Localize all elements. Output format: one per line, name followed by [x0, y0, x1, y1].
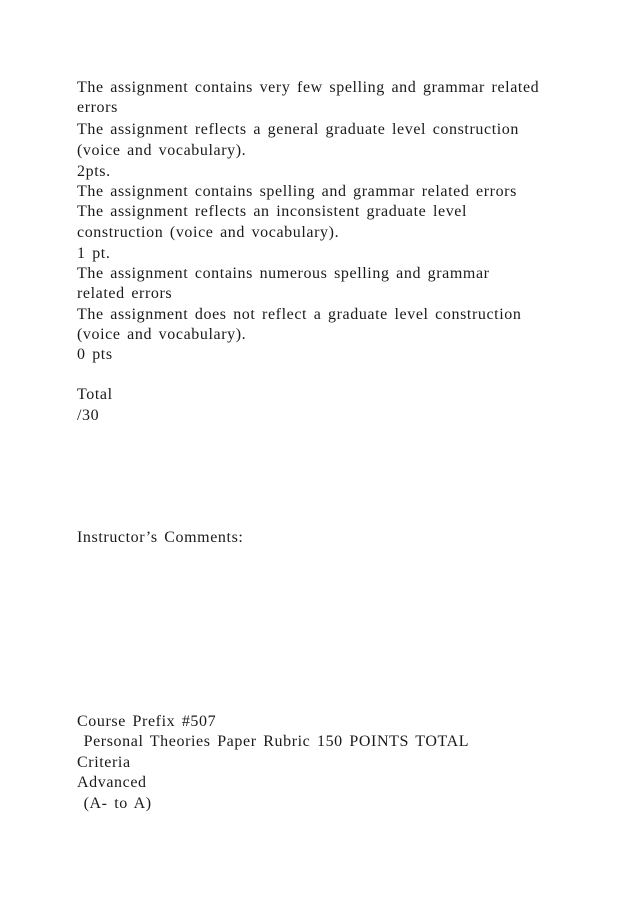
comments-heading: Instructor’s Comments:: [77, 529, 244, 546]
text-line: 0 pts: [77, 346, 113, 363]
total-value: /30: [77, 407, 100, 424]
text-line: (voice and vocabulary).: [77, 326, 247, 343]
grade-range: (A- to A): [77, 795, 152, 812]
criteria-label: Criteria: [77, 754, 131, 771]
text-line: (voice and vocabulary).: [77, 142, 247, 159]
text-line: 2pts.: [77, 163, 111, 180]
text-line: The assignment reflects a general graduate level construction: [77, 121, 519, 138]
total-label: Total: [77, 386, 113, 403]
text-line: The assignment does not reflect a graduate level construction: [77, 306, 522, 323]
text-line: construction (voice and vocabulary).: [77, 224, 340, 241]
text-line: errors: [77, 99, 118, 116]
text-line: The assignment reflects an inconsistent graduate level: [77, 203, 468, 220]
course-prefix: Course Prefix #507: [77, 713, 217, 730]
text-line: The assignment contains very few spelling and grammar related: [77, 79, 540, 96]
text-line: The assignment contains spelling and grammar related errors: [77, 183, 517, 200]
text-line: 1 pt.: [77, 245, 111, 262]
text-line: related errors: [77, 285, 173, 302]
text-line: The assignment contains numerous spelling and grammar: [77, 265, 490, 282]
rubric-title: Personal Theories Paper Rubric 150 POINTS TOTAL: [77, 733, 470, 750]
advanced-label: Advanced: [77, 774, 147, 791]
